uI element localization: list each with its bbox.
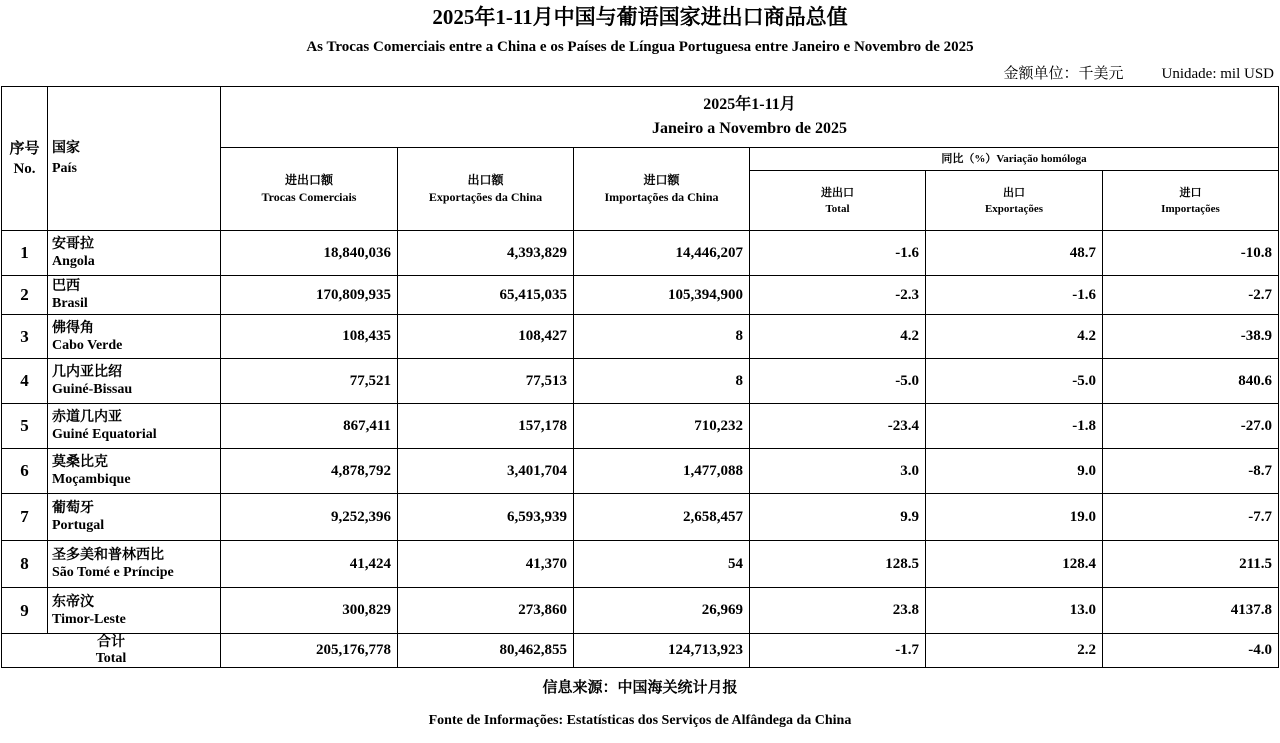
table-row xyxy=(2,541,1279,588)
source-pt: Fonte de Informações: Estatísticas dos Serviços de Alfândega da China xyxy=(428,713,852,728)
change-exports: 128.4 xyxy=(926,541,1103,588)
change-exports: -5.0 xyxy=(926,359,1103,404)
trade-value: 4,878,792 xyxy=(221,449,398,494)
row-number: 1 xyxy=(2,231,48,276)
total-change-exports: 2.2 xyxy=(926,634,1103,668)
change-exports: 48.7 xyxy=(926,231,1103,276)
header-change: 同比（%）Variação homóloga xyxy=(750,148,1279,171)
table-row xyxy=(2,404,1279,449)
source-cn: 信息来源：中国海关统计月报 xyxy=(542,678,738,696)
total-change-total: -1.7 xyxy=(750,634,926,668)
change-imports: 4137.8 xyxy=(1103,588,1279,634)
imports-value: 8 xyxy=(574,315,750,359)
imports-value: 26,969 xyxy=(574,588,750,634)
exports-value: 3,401,704 xyxy=(398,449,574,494)
change-imports: -8.7 xyxy=(1103,449,1279,494)
change-total: -1.6 xyxy=(750,231,926,276)
country-name: 圣多美和普林西比 São Tomé e Príncipe xyxy=(48,541,221,588)
imports-value: 8 xyxy=(574,359,750,404)
change-imports: -7.7 xyxy=(1103,494,1279,541)
change-imports: 211.5 xyxy=(1103,541,1279,588)
change-total: 9.9 xyxy=(750,494,926,541)
page-title: 2025年1-11月中国与葡语国家进出口商品总值 xyxy=(432,5,848,29)
change-exports: 13.0 xyxy=(926,588,1103,634)
exports-value: 273,860 xyxy=(398,588,574,634)
header-exports: 出口额 Exportações da China xyxy=(398,148,574,231)
total-imports: 124,713,923 xyxy=(574,634,750,668)
trade-value: 867,411 xyxy=(221,404,398,449)
row-number: 6 xyxy=(2,449,48,494)
row-number: 4 xyxy=(2,359,48,404)
exports-value: 65,415,035 xyxy=(398,276,574,315)
country-name: 莫桑比克 Moçambique xyxy=(48,449,221,494)
unit-note xyxy=(1003,64,1274,84)
page-subtitle: As Trocas Comerciais entre a China e os Países de Língua Portuguesa entre Janeiro e Novembro de 2025 xyxy=(306,39,974,55)
change-exports: -1.8 xyxy=(926,404,1103,449)
exports-value: 108,427 xyxy=(398,315,574,359)
imports-value: 105,394,900 xyxy=(574,276,750,315)
exports-value: 41,370 xyxy=(398,541,574,588)
exports-value: 6,593,939 xyxy=(398,494,574,541)
header-imports: 进口额 Importações da China xyxy=(574,148,750,231)
change-total: 4.2 xyxy=(750,315,926,359)
trade-value: 41,424 xyxy=(221,541,398,588)
table-row xyxy=(2,449,1279,494)
table-row xyxy=(2,494,1279,541)
trade-value: 9,252,396 xyxy=(221,494,398,541)
row-number: 5 xyxy=(2,404,48,449)
trade-value: 170,809,935 xyxy=(221,276,398,315)
header-trade: 进出口额 Trocas Comerciais xyxy=(221,148,398,231)
row-number: 9 xyxy=(2,588,48,634)
change-total: 23.8 xyxy=(750,588,926,634)
change-exports: 4.2 xyxy=(926,315,1103,359)
total-change-imports: -4.0 xyxy=(1103,634,1279,668)
country-name: 安哥拉 Angola xyxy=(48,231,221,276)
country-name: 东帝汶 Timor-Leste xyxy=(48,588,221,634)
trade-value: 300,829 xyxy=(221,588,398,634)
change-total: 128.5 xyxy=(750,541,926,588)
change-imports: 840.6 xyxy=(1103,359,1279,404)
change-imports: -27.0 xyxy=(1103,404,1279,449)
row-number: 7 xyxy=(2,494,48,541)
change-exports: 9.0 xyxy=(926,449,1103,494)
trade-value: 108,435 xyxy=(221,315,398,359)
imports-value: 710,232 xyxy=(574,404,750,449)
change-imports: -2.7 xyxy=(1103,276,1279,315)
header-no: 序号 No. xyxy=(2,87,48,231)
header-change-imports: 进口 Importações xyxy=(1103,171,1279,231)
total-label: 合计 Total xyxy=(2,634,221,668)
row-number: 3 xyxy=(2,315,48,359)
table-row xyxy=(2,231,1279,276)
trade-value: 77,521 xyxy=(221,359,398,404)
country-name: 几内亚比绍 Guiné-Bissau xyxy=(48,359,221,404)
country-name: 佛得角 Cabo Verde xyxy=(48,315,221,359)
imports-value: 54 xyxy=(574,541,750,588)
imports-value: 1,477,088 xyxy=(574,449,750,494)
exports-value: 157,178 xyxy=(398,404,574,449)
unit-pt: Unidade: mil USD xyxy=(1161,66,1274,82)
imports-value: 2,658,457 xyxy=(574,494,750,541)
header-change-exports: 出口 Exportações xyxy=(926,171,1103,231)
table-row xyxy=(2,276,1279,315)
change-total: 3.0 xyxy=(750,449,926,494)
country-name: 葡萄牙 Portugal xyxy=(48,494,221,541)
change-imports: -10.8 xyxy=(1103,231,1279,276)
row-number: 8 xyxy=(2,541,48,588)
country-name: 巴西 Brasil xyxy=(48,276,221,315)
total-exports: 80,462,855 xyxy=(398,634,574,668)
total-trade: 205,176,778 xyxy=(221,634,398,668)
table-row xyxy=(2,315,1279,359)
trade-table xyxy=(1,86,1279,668)
change-total: -5.0 xyxy=(750,359,926,404)
country-name: 赤道几内亚 Guiné Equatorial xyxy=(48,404,221,449)
table-row xyxy=(2,359,1279,404)
change-total: -23.4 xyxy=(750,404,926,449)
exports-value: 4,393,829 xyxy=(398,231,574,276)
change-imports: -38.9 xyxy=(1103,315,1279,359)
unit-cn: 金额单位：千美元 xyxy=(1003,66,1124,82)
header-change-total: 进出口 Total xyxy=(750,171,926,231)
trade-value: 18,840,036 xyxy=(221,231,398,276)
change-exports: -1.6 xyxy=(926,276,1103,315)
table-row xyxy=(2,588,1279,634)
total-row xyxy=(2,634,1279,668)
imports-value: 14,446,207 xyxy=(574,231,750,276)
change-total: -2.3 xyxy=(750,276,926,315)
header-country: 国家 País xyxy=(48,87,221,231)
exports-value: 77,513 xyxy=(398,359,574,404)
row-number: 2 xyxy=(2,276,48,315)
change-exports: 19.0 xyxy=(926,494,1103,541)
header-period: 2025年1-11月 Janeiro a Novembro de 2025 xyxy=(221,87,1279,148)
